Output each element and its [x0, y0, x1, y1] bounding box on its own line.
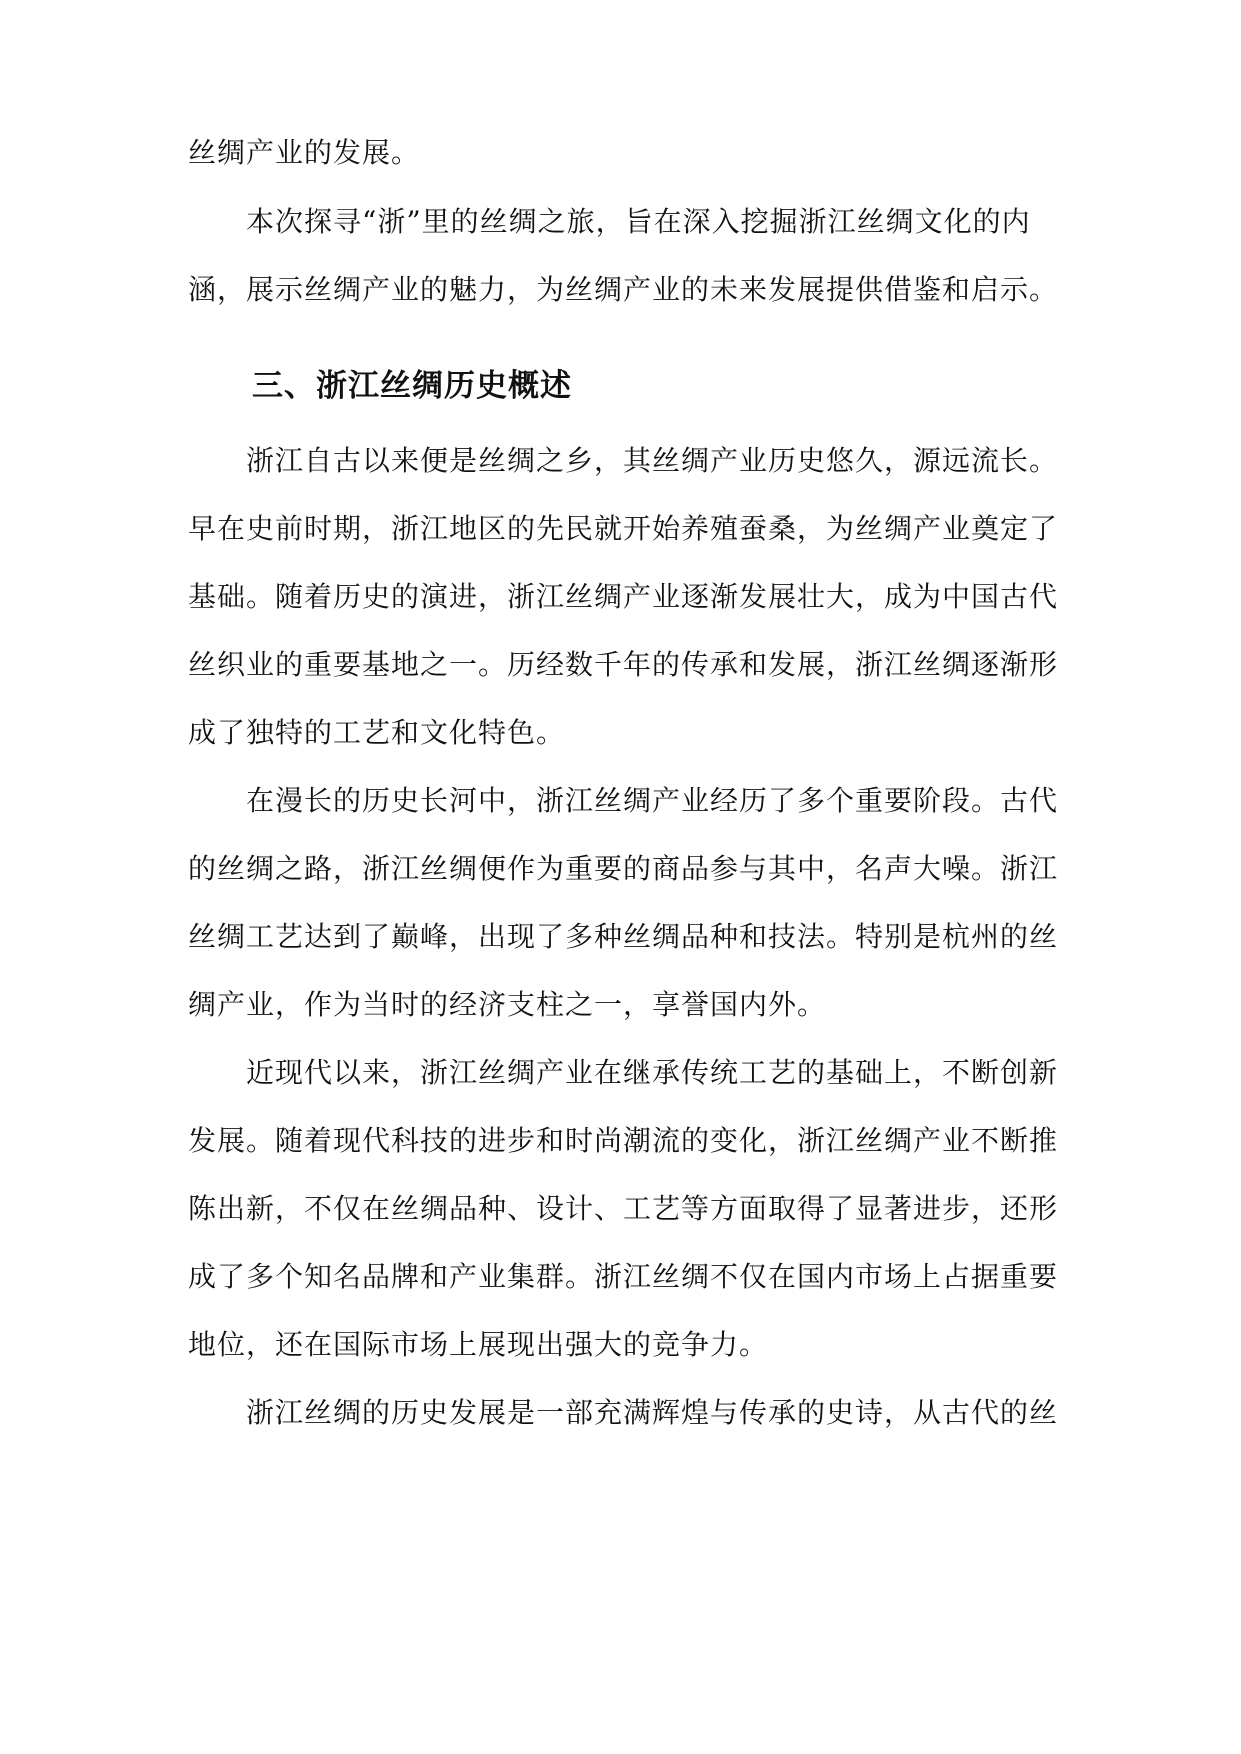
paragraph-line: 早在史前时期，浙江地区的先民就开始养殖蚕桑，为丝绸产业奠定了	[188, 512, 1059, 545]
paragraph-line: 成了多个知名品牌和产业集群。浙江丝绸不仅在国内市场上占据重要	[188, 1260, 1059, 1293]
paragraph-line: 丝绸工艺达到了巅峰，出现了多种丝绸品种和技法。特别是杭州的丝	[188, 920, 1059, 953]
paragraph-line: 成了独特的工艺和文化特色。	[188, 716, 566, 749]
paragraph-line: 地位，还在国际市场上展现出强大的竞争力。	[188, 1328, 769, 1361]
paragraph-line: 丝织业的重要基地之一。历经数千年的传承和发展，浙江丝绸逐渐形	[188, 648, 1059, 681]
section-heading: 三、浙江丝绸历史概述	[252, 368, 572, 404]
paragraph-line: 的丝绸之路，浙江丝绸便作为重要的商品参与其中，名声大噪。浙江	[188, 852, 1059, 885]
paragraph-line: 涵，展示丝绸产业的魅力，为丝绸产业的未来发展提供借鉴和启示。	[188, 273, 1059, 306]
paragraph-line: 绸产业，作为当时的经济支柱之一，享誉国内外。	[188, 988, 827, 1021]
paragraph-line: 丝绸产业的发展。	[188, 136, 421, 169]
paragraph-line: 浙江丝绸的历史发展是一部充满辉煌与传承的史诗，从古代的丝	[246, 1396, 1059, 1429]
paragraph-line: 浙江自古以来便是丝绸之乡，其丝绸产业历史悠久，源远流长。	[246, 444, 1059, 477]
paragraph-line: 在漫长的历史长河中，浙江丝绸产业经历了多个重要阶段。古代	[246, 784, 1059, 817]
paragraph-line: 陈出新，不仅在丝绸品种、设计、工艺等方面取得了显著进步，还形	[188, 1192, 1059, 1225]
paragraph-line: 基础。随着历史的演进，浙江丝绸产业逐渐发展壮大，成为中国古代	[188, 580, 1059, 613]
paragraph-line: 近现代以来，浙江丝绸产业在继承传统工艺的基础上，不断创新	[246, 1056, 1059, 1089]
paragraph-line: 发展。随着现代科技的进步和时尚潮流的变化，浙江丝绸产业不断推	[188, 1124, 1059, 1157]
paragraph-line: 本次探寻“浙”里的丝绸之旅，旨在深入挖掘浙江丝绸文化的内	[246, 205, 1031, 238]
